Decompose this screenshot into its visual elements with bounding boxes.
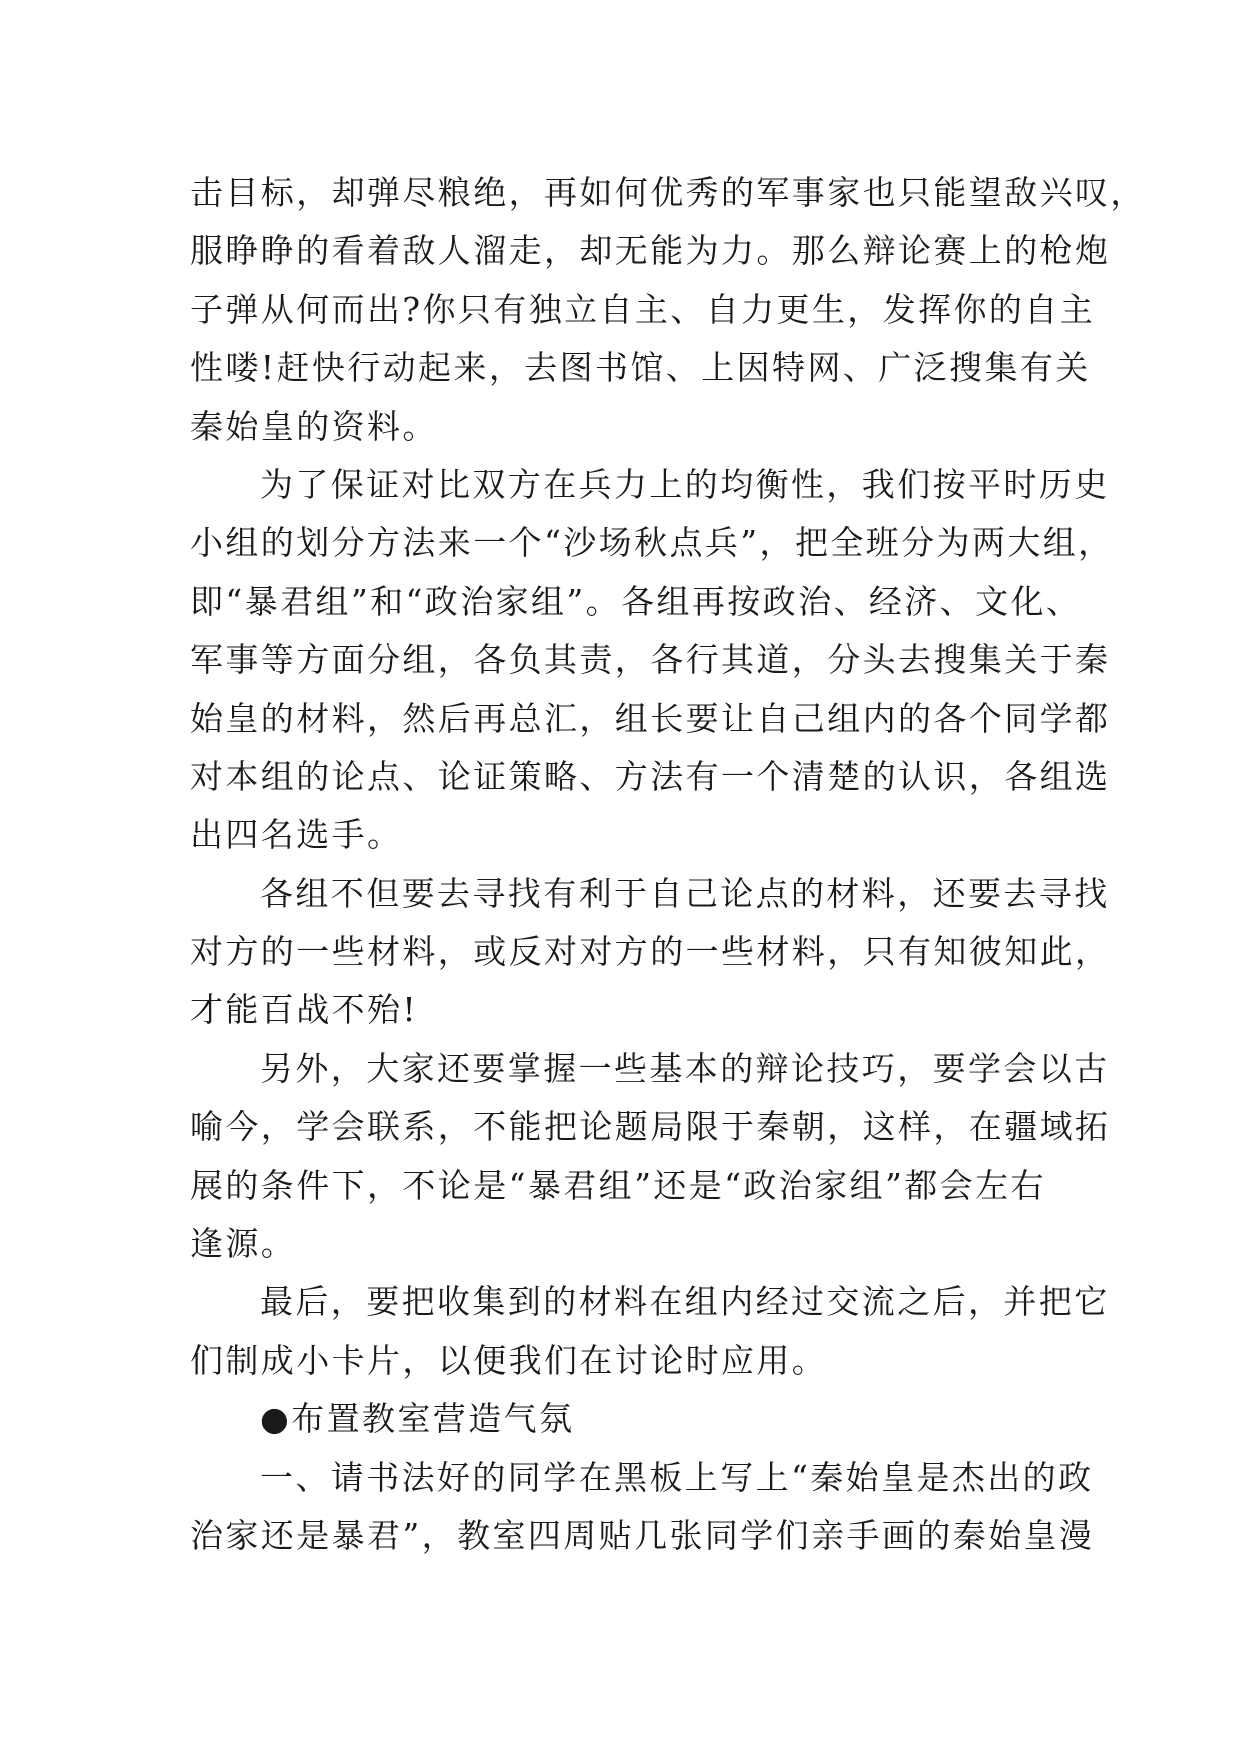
text-line: 另外，大家还要掌握一些基本的辩论技巧，要学会以古 xyxy=(260,1048,1110,1088)
text-line: 逢源。 xyxy=(190,1224,297,1264)
text-line: 为了保证对比双方在兵力上的均衡性，我们按平时历史 xyxy=(260,464,1110,504)
text-line: 展的条件下，不论是“暴君组”还是“政治家组”都会左右 xyxy=(190,1165,1046,1205)
paragraph-4 xyxy=(190,1040,1111,1274)
text-line: 对本组的论点、论证策略、方法有一个清楚的认识，各组选 xyxy=(190,756,1111,796)
text-line: 军事等方面分组，各负其责，各行其道，分头去搜集关于秦 xyxy=(190,640,1111,680)
text-line: 一、请书法好的同学在黑板上写上“秦始皇是杰出的政 xyxy=(260,1457,1094,1497)
paragraph-7 xyxy=(190,1449,1095,1566)
text-line: 才能百战不殆! xyxy=(190,990,419,1030)
text-line: 秦始皇的资料。 xyxy=(190,406,438,446)
text-line: 击目标，却弹尽粮绝，再如何优秀的军事家也只能望敌兴叹， xyxy=(190,173,1146,212)
text-line: 对方的一些材料，或反对对方的一些材料，只有知彼知此， xyxy=(190,932,1111,972)
section-heading xyxy=(190,1390,1060,1448)
text-line: 服睁睁的看着敌人溜走，却无能为力。那么辩论赛上的枪炮 xyxy=(190,231,1111,271)
paragraph-1 xyxy=(190,164,1146,456)
text-line: 治家还是暴君”，教室四周贴几张同学们亲手画的秦始皇漫 xyxy=(190,1515,1095,1555)
paragraph-5 xyxy=(190,1273,1110,1390)
text-line: 出四名选手。 xyxy=(190,815,403,855)
text-line: 子弹从何而出?你只有独立自主、自力更生，发挥你的自主 xyxy=(190,289,1096,329)
text-line: 各组不但要去寻找有利于自己论点的材料，还要去寻找 xyxy=(260,873,1110,913)
text-line: 们制成小卡片，以便我们在讨论时应用。 xyxy=(190,1340,828,1380)
text-line: 小组的划分方法来一个“沙场秋点兵”，把全班分为两大组， xyxy=(190,523,1114,563)
text-line: 最后，要把收集到的材料在组内经过交流之后，并把它 xyxy=(260,1282,1110,1322)
text-line: 喻今，学会联系，不能把论题局限于秦朝，这样，在疆域拓 xyxy=(190,1107,1111,1147)
paragraph-3 xyxy=(190,865,1111,1040)
text-line: 性喽!赶快行动起来，去图书馆、上因特网、广泛搜集有关 xyxy=(190,348,1091,388)
paragraph-2 xyxy=(190,456,1114,865)
heading-line: ●布置教室营造气氛 xyxy=(260,1399,575,1439)
text-line: 即“暴君组”和“政治家组”。各组再按政治、经济、文化、 xyxy=(190,581,1082,621)
document-body xyxy=(190,164,1146,1565)
text-line: 始皇的材料，然后再总汇，组长要让自己组内的各个同学都 xyxy=(190,698,1111,738)
